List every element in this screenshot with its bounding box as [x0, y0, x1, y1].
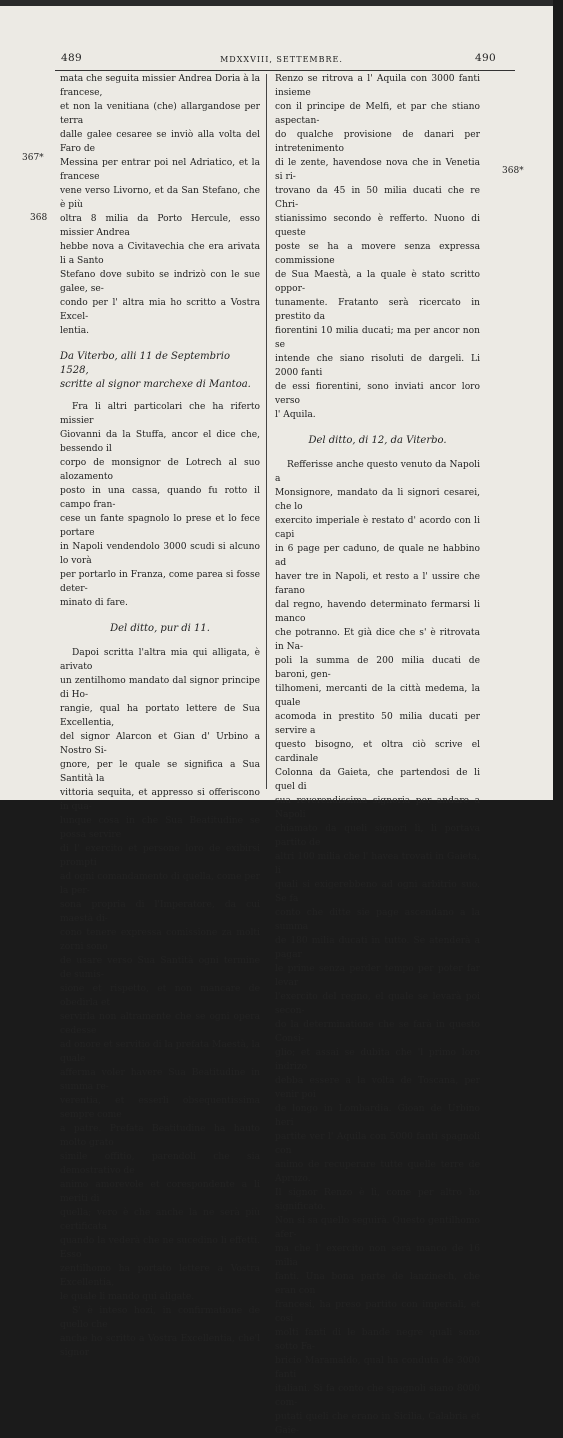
running-title: MDXXVIII, SETTEMBRE.: [220, 55, 343, 64]
margin-note-368-left: 368: [30, 213, 48, 223]
header-rule: [55, 70, 515, 71]
left-heading-1: Da Viterbo, alli 11 de Septembrio 1528, scritte al signor marchexe di Mantoa.: [60, 351, 251, 390]
right-column: [275, 72, 480, 1438]
left-heading-2: Del ditto, pur di 11.: [110, 623, 210, 634]
left-column: [60, 72, 260, 1360]
left-paragraph-3: Dapoi scritta l'altra mia qui alligata, è arivato un zentilhomo mandato dal signor principe di Ho- rangie, qual ha portato lettere de Sua Excellentia, del signor Alarcon et Gian d' Urbino a Nostro Si- gnore, per le quale se significa a Sua Santità la vittoria sequita, et appresso si offeriscono in qua- lunque cosa in che Sua Beatitudine se possa servire di l' exercito et persone loro de exibirsi prompti ad ogni comandamento di quella, come per la per- sona propria di l'Imperatore, da cui maestà di- cono tenere expressa comissione za molti zorni sono de usare verso Sua Santità ogni termine de sumis- sione et rispetto, et non mancare de obedirla et servirla non altramente che se ogni opera cedesse ad onore et servitio di la prefata Maestà, la quale afferma voler havere Sua Beatitudine in summa re- verentia, et esserli obsequentissima sempre come a patre. Prefata Beatitudine ha hauto molto grato simile offitio, parendoli che sia demostrativo de animo amorevole et corespondente a li meriti di quella; vero è che anche la ne serà più certificata quando la vederà che ne sucedino li effetti. Esso zentilhomo ha portato lettere a Vostra Excellentia, le quale li mando qui aligate.: [60, 648, 260, 1302]
margin-note-367: 367*: [22, 153, 44, 163]
column-divider: [266, 74, 267, 789]
left-paragraph-1: mata che seguita missier Andrea Doria à la francese, et non la venitiana (che) allargandose per terra dalle galee cesaree se inviò alla volta del Faro de Messina per entrar poi nel Adriatico, et la francese vene verso Livorno, et da San Stefano, che è più oltra 8 milia da Porto Hercule, esso missier Andrea hebbe nova a Civitavechia che era arivata li a Santo Stefano dove subito se indrizò con le sue galee, se- condo per l' altra mia ho scritto a Vostra Excel- lentia.: [60, 74, 260, 336]
left-paragraph-2: Fra li altri particolari che ha riferto missier Giovanni da la Stuffa, ancor el dice che, bessendo il corpo de monsignor de Lotrech al suo alozamento posto in una cassa, quando fu rotto il campo fran- cese un fante spagnolo lo prese et lo fece portare in Napoli vendendolo 3000 scudi si alcuno lo vorà per portarlo in Franza, come parea si fosse deter- minato di fare.: [60, 402, 260, 608]
right-paragraph-1: Renzo se ritrova a l' Aquila con 3000 fanti insieme con il principe de Melfi, et par che stiano aspectan- do qualche provisione de danari per intretenimento di le zente, havendose nova che in Venetia si ri- trovano da 45 in 50 milia ducati che re Chri- stianissimo secondo è refferto. Nuono di queste poste se ha a movere senza expressa commissione de Sua Maestà, a la quale è stato scritto oppor- tunamente. Fratanto serà ricercato in prestito da fiorentini 10 milia ducati; ma per ancor non se intende che siano risoluti de dargeli. Li 2000 fanti de essi fiorentini, sono inviati ancor loro verso l' Aquila.: [275, 74, 480, 420]
right-heading-1: Del ditto, di 12, da Viterbo.: [308, 435, 447, 446]
left-page-number: 489: [61, 52, 82, 64]
left-paragraph-4: S' è inteso hozi, in confirmatione de quello che anche ho scritto a Vostra Excellentia, che'l signor: [60, 1306, 260, 1358]
right-page-number: 490: [475, 52, 496, 64]
margin-note-368-right: 368*: [502, 166, 524, 176]
right-paragraph-2: Refferisse anche questo venuto da Napoli a Monsignore, mandato da li signori cesarei, che lo exercito imperiale è restato d' acordo con li capi in 6 page per caduno, de quale ne habbino ad haver tre in Napoli, et resto a l' ussire che farano dal regno, havendo determinato fermarsi li manco che potranno. Et già dice che s' è ritrovata in Na- poli la summa de 200 milia ducati de baroni, gen- tilhomeni, mercanti de la città medema, la quale acomoda in prestito 50 milia ducati per servire a questo bisogno, et oltra ciò scrive el cardinale Colonna da Gaieta, che partendosi de li quel di sua reverendissima signoria per andare a Napoli chiamato da queli signori lì, li portava partito de altri 100 milia che l' havea trovati in Gaieta, li quali si exigerebbeno ad ogni arbitrio suo. Se fa conto che ditte sie page ascendano a la summa de 180 milia ducati in tutto. Se atenderà a pagar le prime senza perder tempo per poter far levar l'exercito del regno, el quale se levarà poi secon- do la determinatione che se farà in questo Consi- glio; et assai se dubita che 'l primo loro indrizo debba essere a la volta de Toscana, per venir poi de longo in Lombardia. Gioan de Urbino heri partite ver l' Aquila con 5000 fanti spagnoli con animo de recuperare tutte quelle terre de Apruzo. Il signor Renzo è lì, come per altro ho significato. Non si sa quello seguirà. Questo gentilhomo afer- ma che l' exercito non serà manco de 16 milia fanti. Una bona parte de lanzinech, che eran con francesi, ha preso partito con imperiali, et cosi molti fanti di le bande negre quali sono sotto Fa- bricio Maramaldo, qual ha conduta de 3000 fanti italiani. Si fa conto che spagnoli siano 8000 com- putati queli che erano in Sicilia, Calabria et Gaie-: [275, 460, 480, 1436]
